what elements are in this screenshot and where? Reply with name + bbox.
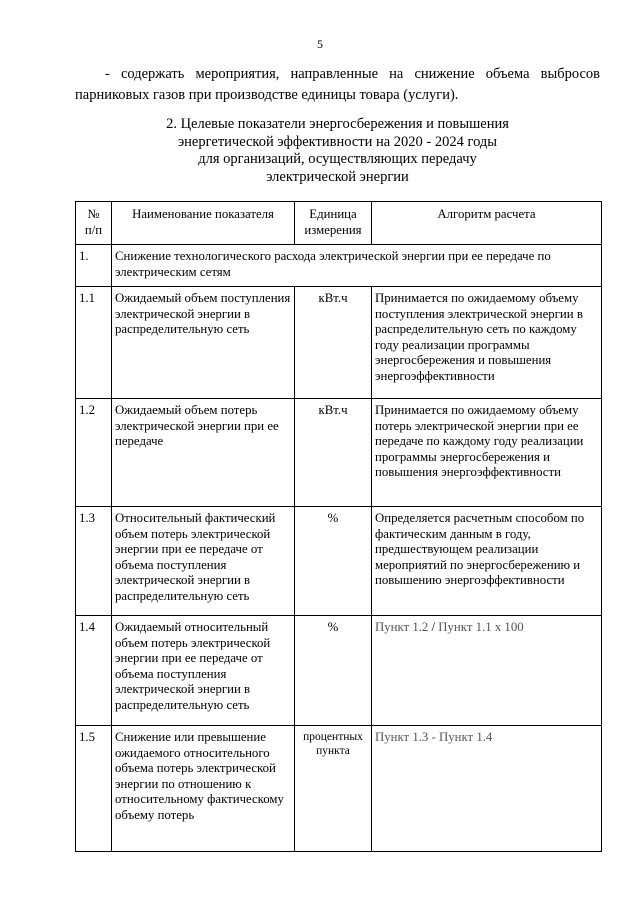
header-name: Наименование показателя [112,202,295,245]
header-unit [295,202,372,245]
row-num: 1.2 [76,399,112,507]
row-num: 1.4 [76,616,112,726]
row-unit: % [295,616,372,726]
row-name: Ожидаемый объем потерь электрической энергии при ее передаче [112,399,295,507]
formula-term-b: Пункт 1.1 x 100 [438,620,524,634]
row-algorithm: Принимается по ожидаемому объему поступления электрической энергии в распределительную сеть по каждому году реализации программы энергосбережения и повышения энергоэффективности [372,287,602,399]
group-title: Снижение технологического расхода электрической энергии при ее передаче по электрическим сетям [112,245,602,287]
table-row [76,507,602,616]
row-name: Снижение или превышение ожидаемого относительного объема потерь электрической энергии по отношению к относительному фактическому объему потерь [112,726,295,852]
page-number: 5 [317,37,323,51]
row-name: Ожидаемый объем поступления электрической энергии в распределительную сеть [112,287,295,399]
row-num: 1.1 [76,287,112,399]
row-unit [295,726,372,852]
section-title-line-3: для организаций, осуществляющих передачу [198,151,477,167]
row-unit-line-2: пункта [316,745,350,757]
table-row [76,726,602,852]
row-num: 1.3 [76,507,112,616]
row-name: Ожидаемый относительный объем потерь электрической энергии при ее передаче от объема поступления электрической энергии в распределительную сеть [112,616,295,726]
intro-paragraph [75,64,600,106]
indicators-table [75,201,602,852]
table-row [76,399,602,507]
table-row-group [76,245,602,287]
row-algorithm: Пункт 1.3 - Пункт 1.4 [372,726,602,852]
table-row [76,616,602,726]
formula-term-a: Пункт 1.2 [375,620,429,634]
row-algorithm: Определяется расчетным способом по фактическим данным в году, предшествующем реализации мероприятий по энергосбережению и повышению энергоэффективности [372,507,602,616]
row-algorithm [372,616,602,726]
intro-line-1: - содержать мероприятия, направленные на снижение объема выбросов [105,66,600,82]
intro-line-2: парниковых газов при производстве единицы товара (услуги). [75,87,459,103]
header-num [76,202,112,245]
row-unit: % [295,507,372,616]
row-name: Относительный фактический объем потерь электрической энергии при ее передаче от объема поступления электрической энергии в распределительную сеть [112,507,295,616]
section-title [75,116,600,186]
header-unit-line-1: Единица [309,207,357,221]
row-unit: кВт.ч [295,287,372,399]
header-num-line-1: № [87,207,100,221]
table-row [76,287,602,399]
section-title-line-2: энергетической эффективности на 2020 - 2024 годы [177,133,498,150]
row-algorithm: Принимается по ожидаемому объему потерь электрической энергии при ее передаче по каждому году реализации программы энергосбережения и повышения энергоэффективности [372,399,602,507]
header-num-line-2: п/п [84,222,103,237]
row-num: 1.5 [76,726,112,852]
section-title-line-1: 2. Целевые показатели энергосбережения и повышения [166,116,509,132]
formula-operator: / [431,620,436,634]
section-title-line-4: электрической энергии [266,168,409,185]
row-unit-line-1: процентных [303,731,363,743]
header-unit-line-2: измерения [304,222,362,237]
table-header-row [76,202,602,245]
group-num: 1. [76,245,112,287]
header-algorithm: Алгоритм расчета [372,202,602,245]
row-unit: кВт.ч [295,399,372,507]
